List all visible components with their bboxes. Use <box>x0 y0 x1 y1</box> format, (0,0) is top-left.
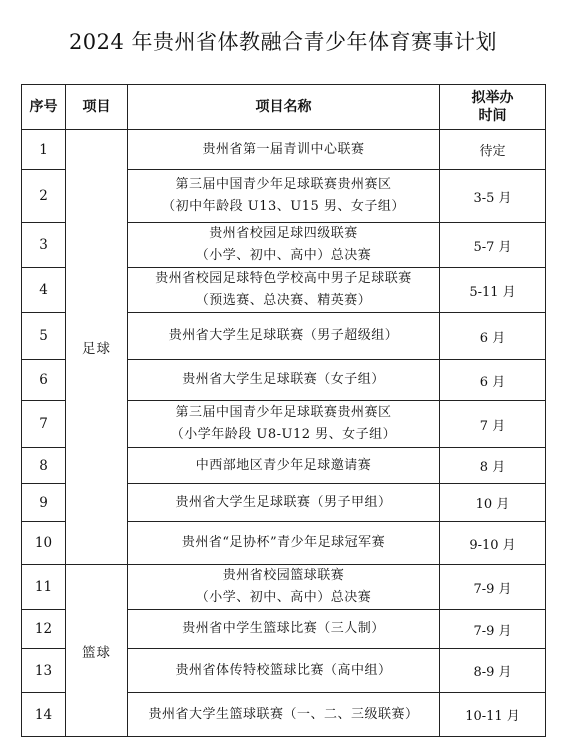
row-time: 10-11 月 <box>440 693 546 737</box>
row-event-name <box>128 360 440 401</box>
row-event-name <box>128 130 440 170</box>
row-seq: 12 <box>22 610 66 649</box>
row-time: 7-9 月 <box>440 565 546 610</box>
row-time: 7 月 <box>440 401 546 448</box>
row-time: 7-9 月 <box>440 610 546 649</box>
row-seq: 5 <box>22 313 66 360</box>
header-seq: 序号 <box>22 85 66 130</box>
row-event-name <box>128 223 440 268</box>
event-name-line: 第三届中国青少年足球联赛贵州赛区 <box>175 177 392 192</box>
category-football: 足球 <box>66 130 128 565</box>
row-event-name <box>128 693 440 737</box>
event-name-line: 贵州省大学生足球联赛（男子超级组） <box>168 328 399 343</box>
category-basketball: 篮球 <box>66 565 128 737</box>
row-event-name <box>128 448 440 484</box>
event-name-line: 贵州省校园篮球联赛 <box>222 568 345 583</box>
row-event-name <box>128 313 440 360</box>
row-seq: 10 <box>22 522 66 565</box>
row-event-name <box>128 649 440 693</box>
row-time: 待定 <box>440 130 546 170</box>
event-name-line: （小学、初中、高中）总决赛 <box>195 248 372 263</box>
row-event-name <box>128 170 440 223</box>
row-event-name <box>128 484 440 522</box>
header-time-line2: 时间 <box>478 108 507 124</box>
event-name-line: 贵州省中学生篮球比赛（三人制） <box>182 621 385 636</box>
page-title: 2024 年贵州省体教融合青少年体育赛事计划 <box>68 30 498 54</box>
row-seq: 6 <box>22 360 66 401</box>
table-header-row <box>22 85 546 130</box>
event-name-line: （预选赛、总决赛、精英赛） <box>195 293 372 308</box>
row-event-name <box>128 565 440 610</box>
event-name-line: （小学年龄段 U8-U12 男、女子组） <box>170 427 397 442</box>
row-seq: 1 <box>22 130 66 170</box>
row-time: 9-10 月 <box>440 522 546 565</box>
row-time: 5-11 月 <box>440 268 546 313</box>
row-seq: 11 <box>22 565 66 610</box>
row-seq: 4 <box>22 268 66 313</box>
event-name-line: （初中年龄段 U13、U15 男、女子组） <box>162 199 405 214</box>
event-name-line: 贵州省“足协杯”青少年足球冠军赛 <box>181 535 386 550</box>
event-name-line: 贵州省校园足球特色学校高中男子足球联赛 <box>155 271 412 286</box>
row-event-name <box>128 268 440 313</box>
header-time-line1: 拟举办 <box>471 90 514 106</box>
header-time <box>440 85 546 130</box>
row-seq: 13 <box>22 649 66 693</box>
event-name-line: 贵州省大学生篮球联赛（一、二、三级联赛） <box>148 706 419 722</box>
header-category: 项目 <box>66 85 128 130</box>
table-row <box>22 130 546 170</box>
row-seq: 9 <box>22 484 66 522</box>
event-name-line: 贵州省大学生足球联赛（女子组） <box>182 372 385 387</box>
event-schedule-table <box>21 84 546 737</box>
row-time: 10 月 <box>440 484 546 522</box>
table-body <box>22 130 546 737</box>
row-time: 6 月 <box>440 313 546 360</box>
row-seq: 8 <box>22 448 66 484</box>
row-time: 5-7 月 <box>440 223 546 268</box>
row-time: 6 月 <box>440 360 546 401</box>
event-name-line: 贵州省体传特校篮球比赛（高中组） <box>175 662 392 678</box>
table-row <box>22 565 546 610</box>
header-name: 项目名称 <box>128 85 440 130</box>
row-time: 3-5 月 <box>440 170 546 223</box>
row-seq: 3 <box>22 223 66 268</box>
event-name-line: （小学、初中、高中）总决赛 <box>195 590 372 605</box>
row-time: 8-9 月 <box>440 649 546 693</box>
row-event-name <box>128 522 440 565</box>
row-seq: 7 <box>22 401 66 448</box>
event-name-line: 贵州省大学生足球联赛（男子甲组） <box>175 494 392 510</box>
event-name-line: 第三届中国青少年足球联赛贵州赛区 <box>175 405 392 420</box>
row-event-name <box>128 610 440 649</box>
row-seq: 14 <box>22 693 66 737</box>
event-name-line: 贵州省第一届青训中心联赛 <box>202 141 365 157</box>
row-seq: 2 <box>22 170 66 223</box>
row-event-name <box>128 401 440 448</box>
event-name-line: 贵州省校园足球四级联赛 <box>209 226 358 241</box>
row-time: 8 月 <box>440 448 546 484</box>
event-name-line: 中西部地区青少年足球邀请赛 <box>195 457 372 473</box>
